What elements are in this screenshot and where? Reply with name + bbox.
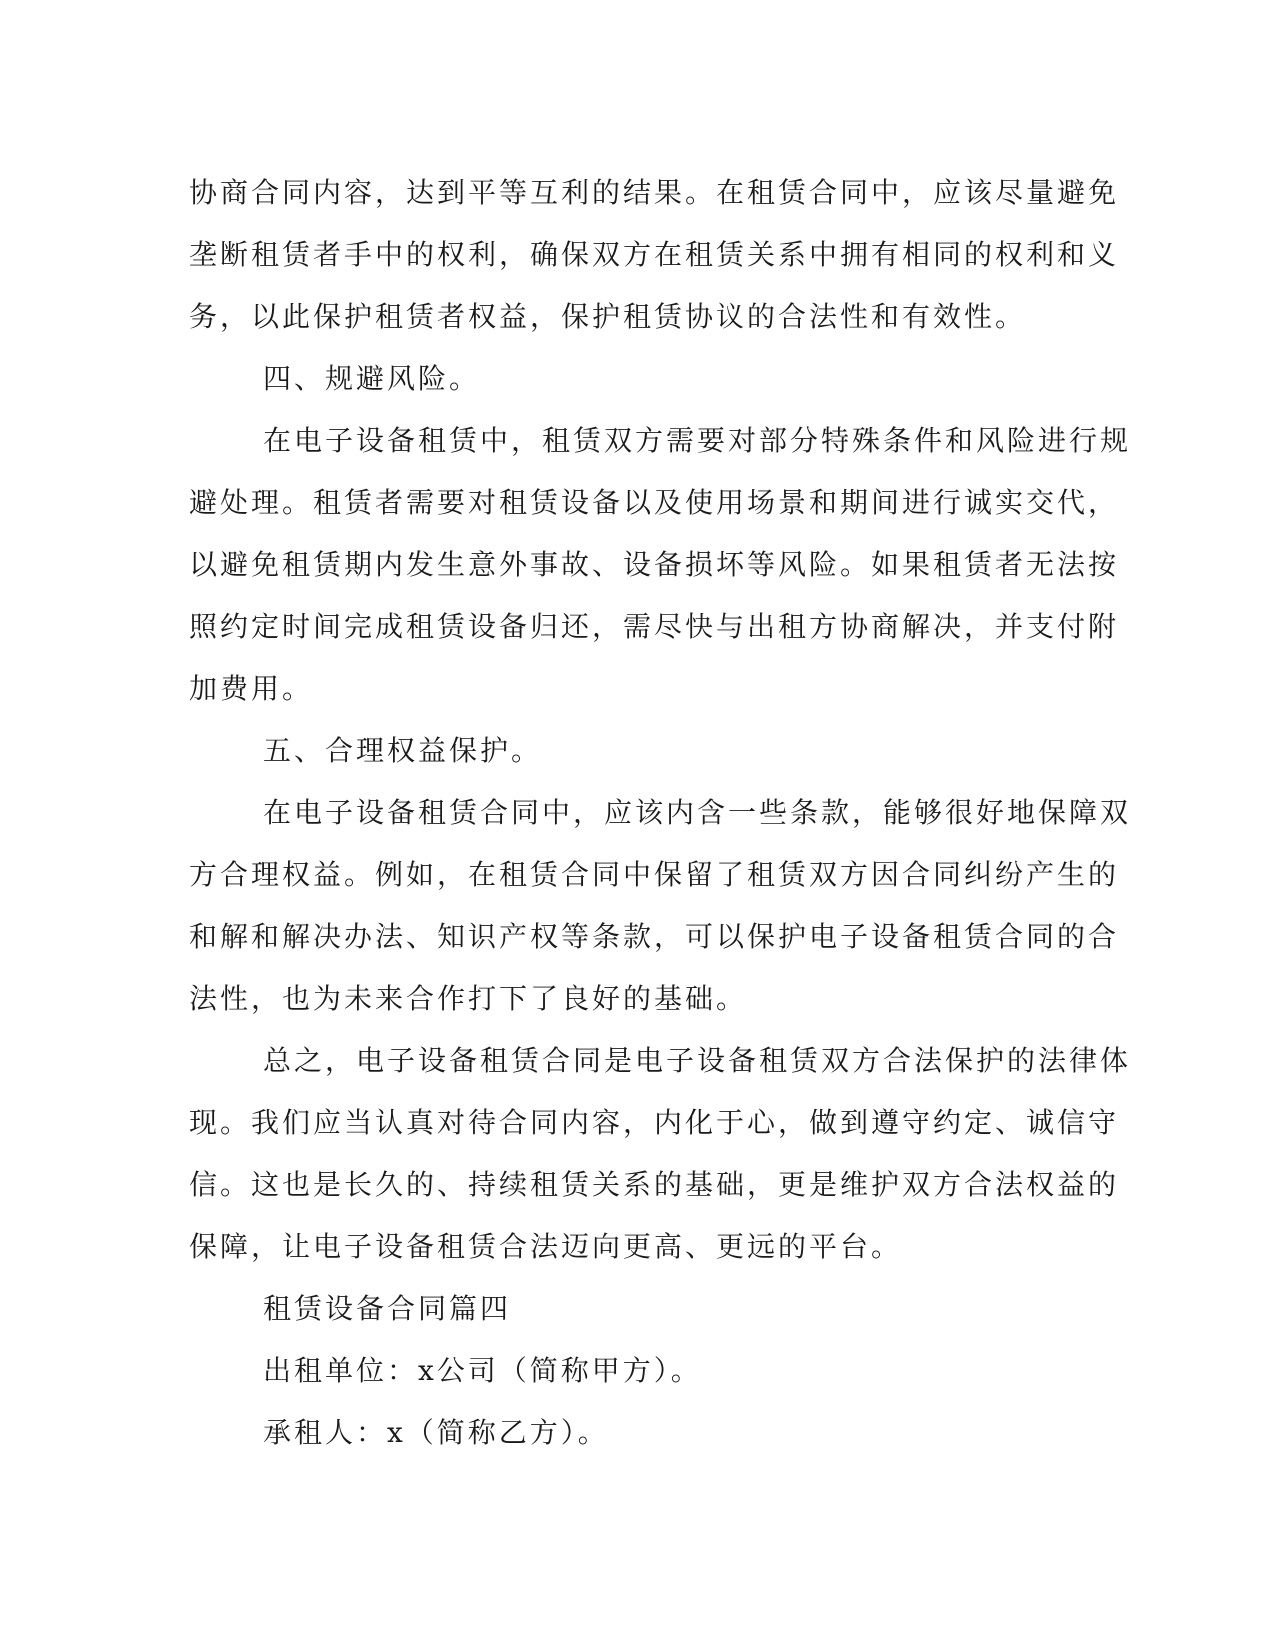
text-line: 法性，也为未来合作打下了良好的基础。 [189,982,748,1015]
paragraph-rights-protection [189,782,1132,1030]
text-line: 现。我们应当认真对待合同内容，内化于心，做到遵守约定、诚信守 [189,1106,1120,1139]
text-line: 总之，电子设备租赁合同是电子设备租赁双方合法保护的法律体 [263,1044,1132,1077]
text-line: 承租人：x（简称乙方）。 [263,1416,609,1449]
text-line: 垄断租赁者手中的权利，确保双方在租赁关系中拥有相同的权利和义 [189,238,1120,271]
text-line: 加费用。 [189,672,314,705]
text-line: 照约定时间完成租赁设备归还，需尽快与出租方协商解决，并支付附 [189,610,1120,643]
text-line: 保障，让电子设备租赁合法迈向更高、更远的平台。 [189,1230,903,1263]
text-line: 出租单位：x公司（简称甲方）。 [263,1354,702,1387]
text-line: 避处理。租赁者需要对租赁设备以及使用场景和期间进行诚实交代， [189,486,1120,519]
text-line: 在电子设备租赁中，租赁双方需要对部分特殊条件和风险进行规 [263,424,1132,457]
paragraph-risk-avoidance [189,410,1132,720]
text-line: 租赁设备合同篇四 [263,1292,512,1325]
text-line: 四、规避风险。 [263,362,481,395]
text-line: 五、合理权益保护。 [263,734,543,767]
document-body [189,162,1132,1464]
lessor-line [189,1340,1075,1402]
paragraph-summary [189,1030,1132,1278]
section-heading-avoid-risk [189,348,1075,410]
lessee-line [189,1402,1075,1464]
text-line: 在电子设备租赁合同中，应该内含一些条款，能够很好地保障双 [263,796,1132,829]
paragraph-contract-negotiation [189,162,1120,348]
text-line: 方合理权益。例如，在租赁合同中保留了租赁双方因合同纠纷产生的 [189,858,1120,891]
text-line: 务，以此保护租赁者权益，保护租赁协议的合法性和有效性。 [189,300,1027,333]
text-line: 和解和解决办法、知识产权等条款，可以保护电子设备租赁合同的合 [189,920,1120,953]
text-line: 以避免租赁期内发生意外事故、设备损坏等风险。如果租赁者无法按 [189,548,1120,581]
section-title-contract-part-four [189,1278,1075,1340]
text-line: 信。这也是长久的、持续租赁关系的基础，更是维护双方合法权益的 [189,1168,1120,1201]
text-line: 协商合同内容，达到平等互利的结果。在租赁合同中，应该尽量避免 [189,176,1120,209]
section-heading-rights-protection [189,720,1075,782]
